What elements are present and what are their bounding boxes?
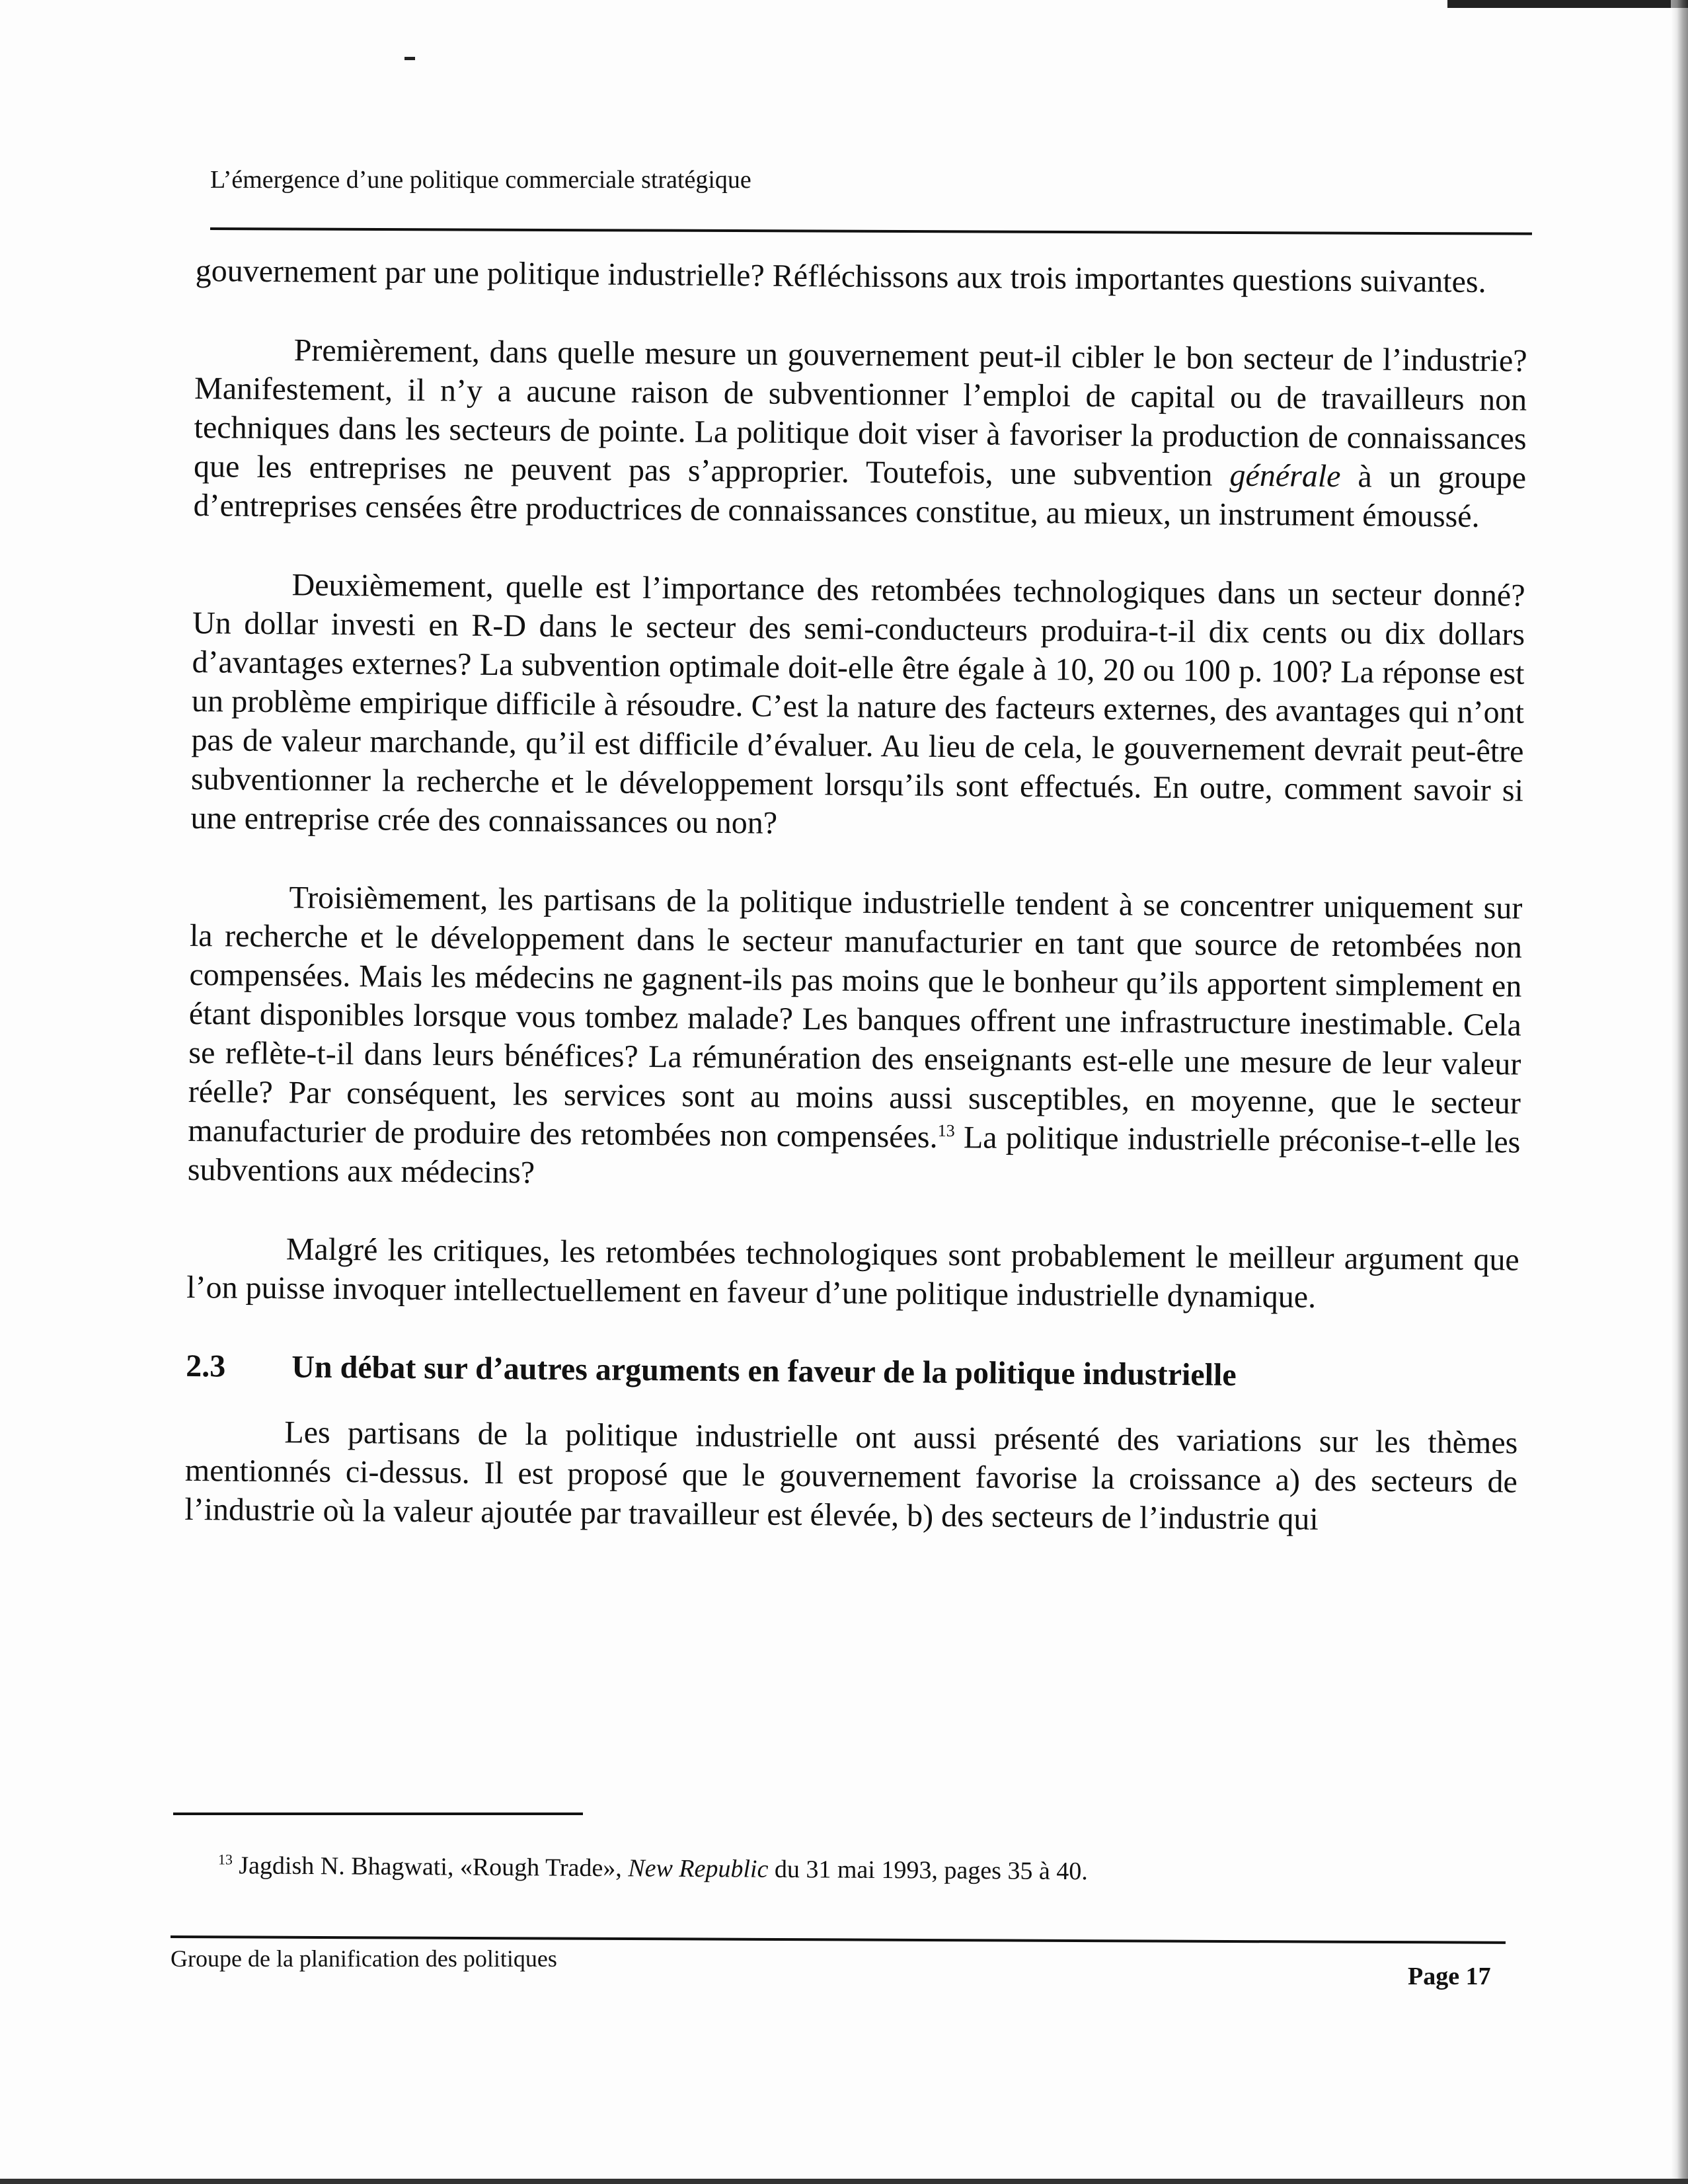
paragraph-troisiemement-tail: La politique industrielle préconise-t-elle les subventions aux médecins? xyxy=(187,1120,1521,1190)
paragraph-troisiemement xyxy=(188,877,1523,1201)
paragraph-premierement xyxy=(193,330,1527,537)
section-title: Un débat sur d’autres arguments en faveur de la politique industrielle xyxy=(291,1349,1237,1393)
body-text xyxy=(184,251,1528,1580)
paragraph-deuxiemement: Deuxièmement, quelle est l’importance des retombées technologiques dans un secteur donné? Un dollar investi en R-D dans le secteur des semi-conducteurs produira-t-il dix cents ou dix dollars d’avantages externes? La subvention optimale doit-elle être égale à 10, 20 ou 100 p. 100? La réponse est un problème empirique difficile à résoudre. C’est la nature des facteurs externes, des avantages qui n’ont pas de valeur marchande, qu’il est difficile d’évaluer. Au lieu de cela, le gouvernement devrait peut-être subventionner la recherche et le développement lorsqu’ils sont effectués. En outre, comment savoir si une entreprise crée des connaissances ou non? xyxy=(190,567,1525,841)
paragraph-troisiemement-text: Troisièmement, les partisans de la politique industrielle tendent à se concentrer uniquement sur la recherche et le développement dans le secteur manufacturier en tant que source de retombées non compensées. Mais les médecins ne gagnent-ils pas moins que le bonheur qu’ils apportent simplement en étant disponibles lorsque vous tombez malade? Les banques offrent une infrastructure inestimable. Cela se reflète-t-il dans leurs bénéfices? La rémunération des enseignants est-elle une mesure de leur valeur réelle? Par conséquent, les services sont au moins aussi susceptibles, en moyenne, que le secteur manufacturier de produire des retombées non compensées. xyxy=(188,880,1523,1155)
header-rule xyxy=(210,227,1532,235)
footnote-reference[interactable]: 13 xyxy=(937,1120,955,1141)
footnote-rule xyxy=(173,1813,583,1815)
footer-organization: Groupe de la planification des politiques xyxy=(171,1945,557,1972)
footnote xyxy=(218,1851,1088,1886)
footer-rule xyxy=(171,1935,1506,1944)
footnote-source: New Republic xyxy=(628,1854,769,1883)
scan-speck xyxy=(404,57,415,60)
section-heading xyxy=(186,1346,1518,1397)
footnote-date-pages: du 31 mai 1993, pages 35 à 40. xyxy=(774,1855,1088,1886)
paragraph-partisans: Les partisans de la politique industrielle ont aussi présenté des variations sur les thèmes mentionnés ci-dessus. Il est proposé que le gouvernement favorise la croissance a) des secteurs de l’industrie où la valeur ajoutée par travailleur est élevée, b) des secteurs de l’industrie qui xyxy=(184,1415,1518,1537)
footnote-author-title: Jagdish N. Bhagwati, «Rough Trade», xyxy=(239,1852,622,1883)
emphasis-generale: générale xyxy=(1229,457,1341,494)
scan-edge-right xyxy=(1671,0,1688,2184)
scan-edge-bottom xyxy=(0,2179,1688,2184)
paragraph-premierement-text: Premièrement, dans quelle mesure un gouvernement peut-il cibler le bon secteur de l’industrie? Manifestement, il n’y a aucune raison de subventionner l’emploi de capital ou de travailleurs non techniques dans les secteurs de pointe. La politique doit viser à favoriser la production de connaissances que les entreprises ne peuvent pas s’approprier. Toutefois, une subvention xyxy=(193,332,1527,493)
scan-edge-top xyxy=(1447,0,1688,8)
running-header: L’émergence d’une politique commerciale stratégique xyxy=(210,166,751,194)
paragraph-continuation: gouvernement par une politique industrielle? Réfléchissons aux trois importantes questions suivantes. xyxy=(195,253,1486,300)
footnote-marker: 13 xyxy=(217,1851,233,1868)
paragraph-malgre: Malgré les critiques, les retombées technologiques sont probablement le meilleur argument que l’on puisse invoquer intellectuellement en faveur d’une politique industrielle dynamique. xyxy=(186,1231,1519,1315)
section-number: 2.3 xyxy=(186,1348,226,1384)
page-number: Page 17 xyxy=(1408,1963,1491,1990)
paragraph-premierement-tail: à un groupe d’entreprises censées être productrices de connaissances constitue, au mieux, un instrument émoussé. xyxy=(193,459,1527,534)
